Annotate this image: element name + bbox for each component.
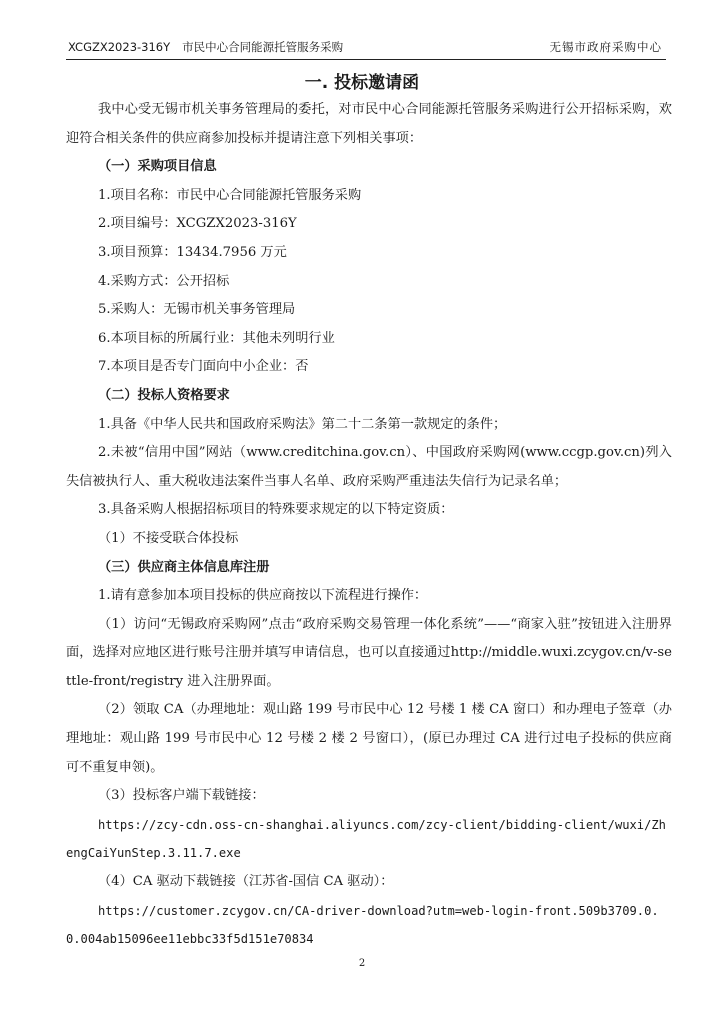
project-info-item: 1.项目名称：市民中心合同能源托管服务采购 <box>98 187 362 203</box>
header-left <box>68 39 343 55</box>
project-info-item: 7.本项目是否专门面向中小企业：否 <box>98 359 309 375</box>
page-header <box>66 37 666 60</box>
qualification-item: 3.具备采购人根据招标项目的特殊要求规定的以下特定资质： <box>98 502 454 518</box>
section-heading-project-info: （一）采购项目信息 <box>98 159 217 175</box>
qualification-item: 2.未被“信用中国”网站（www.creditchina.gov.cn）、中国政府采购网(www.ccgp.gov.cn)列入失信被执行人、重大税收违法案件当事人名单、政府采购严重违法失信行为记录名单； <box>66 445 672 489</box>
registration-step: （4）CA 驱动下载链接（江苏省-国信 CA 驱动）： <box>98 874 394 890</box>
project-info-item: 5.采购人：无锡市机关事务管理局 <box>98 302 296 318</box>
client-download-link[interactable]: https://zcy-cdn.oss-cn-shanghai.aliyuncs.com/zcy-client/bidding-client/wuxi/ZhengCaiYunStep.3.11.7.exe <box>66 817 666 861</box>
registration-step: （1）访问“无锡政府采购网”点击“政府采购交易管理一体化系统”——“商家入驻”按钮进入注册界面，选择对应地区进行账号注册并填写申请信息，也可以直接通过http://middle.wuxi.zcygov.cn/v-settle-front/registry 进入注册界面。 <box>66 616 672 689</box>
project-info-item: 6.本项目标的所属行业：其他未列明行业 <box>98 330 335 346</box>
registration-step: （3）投标客户端下载链接： <box>98 788 265 804</box>
header-project-name: 市民中心合同能源托管服务采购 <box>182 40 344 54</box>
registration-step: （2）领取 CA（办理地址：观山路 199 号市民中心 12 号楼 1 楼 CA 窗口）和办理电子签章（办理地址：观山路 199 号市民中心 12 号楼 2 楼 2 号窗口），(原已办理过 CA 进行过电子投标的供应商可不重复申领)。 <box>66 702 672 775</box>
section-heading-registration: （三）供应商主体信息库注册 <box>98 559 270 575</box>
section-heading-qualifications: （二）投标人资格要求 <box>98 387 230 403</box>
project-info-item: 2.项目编号：XCGZX2023-316Y <box>98 216 297 232</box>
document-body <box>66 96 672 954</box>
page-number: 2 <box>358 958 366 969</box>
intro-paragraph: 我中心受无锡市机关事务管理局的委托，对市民中心合同能源托管服务采购进行公开招标采购，欢迎符合相关条件的供应商参加投标并提请注意下列相关事项： <box>66 102 672 146</box>
project-info-item: 4.采购方式：公开招标 <box>98 273 230 289</box>
document-title: 一. 投标邀请函 <box>304 73 420 93</box>
registration-item: 1.请有意参加本项目投标的供应商按以下流程进行操作： <box>98 588 428 604</box>
project-info-item: 3.项目预算：13434.7956 万元 <box>98 244 287 260</box>
ca-driver-download-link[interactable]: https://customer.zcygov.cn/CA-driver-download?utm=web-login-front.509b3709.0.0.004ab15096ee11ebbc33f5d151e70834 <box>66 903 659 947</box>
qualification-subitem: （1）不接受联合体投标 <box>98 530 239 546</box>
header-project-code: XCGZX2023-316Y <box>68 40 171 54</box>
header-organization: 无锡市政府采购中心 <box>549 40 662 54</box>
qualification-item: 1.具备《中华人民共和国政府采购法》第二十二条第一款规定的条件； <box>98 416 507 432</box>
